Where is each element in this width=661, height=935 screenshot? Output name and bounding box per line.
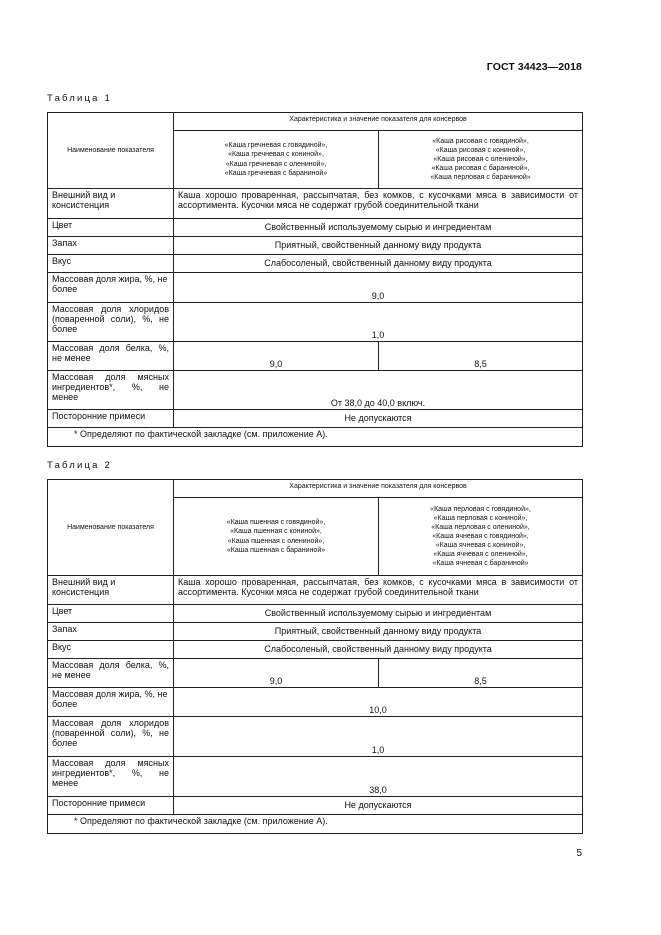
table1-header-col-b [379,131,583,189]
row-value: Приятный, свойственный данному виду продукта [174,237,583,255]
row-label: Цвет [48,219,174,237]
table1-header-col-a [174,131,379,189]
table-row [48,797,583,815]
row-value: 38,0 [174,757,583,797]
row-label: Массовая доля хлоридов (поваренной соли), %, не более [48,717,174,757]
product-name: «Каша ячневая с говядиной», [432,532,529,540]
table1-caption: Таблица 1 [47,93,112,104]
table-row [48,659,583,688]
table-row [48,605,583,623]
product-name: «Каша пшенная с говядиной», [226,519,326,527]
table-footnote-row [48,815,583,834]
product-name: «Каша гречневая с бараниной» [224,169,328,177]
product-name: «Каша гречневая с олениной», [225,160,327,168]
row-value-col-a: 9,0 [174,342,379,371]
table1 [47,112,583,447]
row-label: Цвет [48,605,174,623]
product-name: «Каша рисовая с бараниной», [431,165,530,173]
row-label: Вкус [48,641,174,659]
row-label: Запах [48,237,174,255]
table-row [48,237,583,255]
table2-header-col-b [379,498,583,576]
row-value: Свойственный используемому сырью и ингредиентам [174,605,583,623]
table-row [48,688,583,717]
row-value: 1,0 [174,717,583,757]
page-number: 5 [576,848,582,859]
table2-caption: Таблица 2 [47,460,112,471]
table-row [48,342,583,371]
table-row [48,410,583,428]
table-row [48,623,583,641]
product-name: «Каша рисовая с олениной», [433,155,528,163]
row-label: Внешний вид и консистенция [48,189,174,219]
row-label: Массовая доля мясных ингредиентов*, %, не менее [48,371,174,410]
product-name: «Каша перловая с говядиной», [430,505,531,513]
table-row [48,255,583,273]
product-name: «Каша перловая с олениной», [431,523,530,531]
table1-footnote: * Определяют по фактической закладке (см. приложение А). [48,428,583,447]
table2-footnote: * Определяют по фактической закладке (см. приложение А). [48,815,583,834]
row-value: От 38,0 до 40,0 включ. [174,371,583,410]
row-label: Посторонние примеси [48,797,174,815]
row-label: Вкус [48,255,174,273]
row-value-col-b: 8,5 [379,342,583,371]
row-label: Массовая доля мясных ингредиентов*, %, не менее [48,757,174,797]
table-row [48,576,583,605]
row-value: 1,0 [174,303,583,342]
product-name: «Каша гречневая с кониной», [228,151,324,159]
table-row [48,641,583,659]
product-name: «Каша рисовая с кониной», [435,146,526,154]
row-label: Запах [48,623,174,641]
table-row [48,219,583,237]
row-label: Внешний вид и консистенция [48,576,174,605]
row-value: Слабосоленый, свойственный данному виду продукта [174,255,583,273]
row-value: Каша хорошо проваренная, рассыпчатая, без комков, с кусочками мяса в зависимости от ассортимента. Кусочки мяса не содержат грубой соединительной ткани [174,189,583,219]
product-name: «Каша гречневая с говядиной», [224,142,328,150]
product-name: «Каша перловая с кониной», [433,514,528,522]
table-row [48,717,583,757]
document-id-header: ГОСТ 34423—2018 [486,61,582,73]
table1-header-name: Наименование показателя [48,113,174,189]
table-row [48,371,583,410]
row-label: Массовая доля хлоридов (поваренной соли), %, не более [48,303,174,342]
row-label: Массовая доля белка, %, не менее [48,342,174,371]
table-row [48,303,583,342]
row-label: Массовая доля жира, %, не более [48,688,174,717]
row-label: Массовая доля белка, %, не менее [48,659,174,688]
row-value: Не допускаются [174,410,583,428]
row-value: Свойственный используемому сырью и ингредиентам [174,219,583,237]
table-row [48,757,583,797]
table2-header-group: Характеристика и значение показателя для консервов [174,480,583,498]
row-value: Приятный, свойственный данному виду продукта [174,623,583,641]
row-value: 9,0 [174,273,583,303]
row-value: 10,0 [174,688,583,717]
row-value: Не допускаются [174,797,583,815]
product-name: «Каша рисовая с говядиной», [432,137,529,145]
row-label: Массовая доля жира, %, не более [48,273,174,303]
product-name: «Каша пшенная с кониной», [230,528,322,536]
table2-header-col-a [174,498,379,576]
table2 [47,479,583,834]
row-value-col-b: 8,5 [379,659,583,688]
product-name: «Каша ячневая с олениной», [433,551,528,559]
table2-header-name: Наименование показателя [48,480,174,576]
row-value: Слабосоленый, свойственный данному виду продукта [174,641,583,659]
table-footnote-row [48,428,583,447]
table-row [48,189,583,219]
product-name: «Каша пшенная с олениной», [227,537,325,545]
product-name: «Каша ячневая с бараниной» [432,560,529,568]
row-value: Каша хорошо проваренная, рассыпчатая, без комков, с кусочками мяса в зависимости от ассортимента. Кусочки мяса не содержат грубой соединительной ткани [174,576,583,605]
product-name: «Каша ячневая с кониной», [435,542,526,550]
row-value-col-a: 9,0 [174,659,379,688]
table1-header-group: Характеристика и значение показателя для консервов [174,113,583,131]
product-name: «Каша перловая с бараниной» [430,174,531,182]
row-label: Посторонние примеси [48,410,174,428]
table-row [48,273,583,303]
product-name: «Каша пшенная с бараниной» [226,546,326,554]
